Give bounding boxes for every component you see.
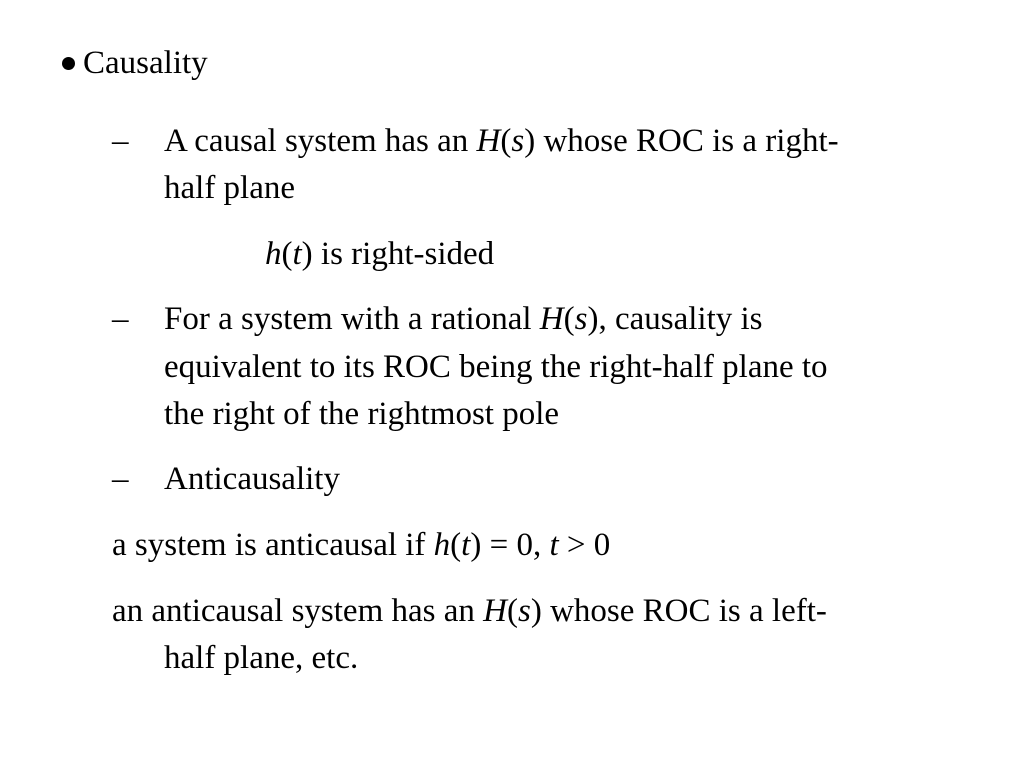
- text-run: For a system with a rational: [164, 301, 540, 337]
- dash-icon: –: [112, 301, 129, 337]
- text-run: a system is anticausal if: [112, 527, 434, 563]
- math-symbol: s: [574, 301, 588, 337]
- math-symbol: h: [433, 527, 451, 563]
- sub-item-label: Anticausality: [164, 461, 340, 497]
- math-symbol: t: [461, 527, 471, 563]
- math-symbol: H: [539, 301, 564, 337]
- text-run: , causality is: [598, 301, 763, 337]
- text-run: whose ROC is a right-: [535, 123, 839, 159]
- dash-icon: –: [112, 123, 129, 159]
- text-run: ): [530, 593, 542, 629]
- text-run: ): [301, 236, 313, 272]
- math-symbol: H: [483, 593, 507, 629]
- text-run: ): [587, 301, 599, 337]
- dash-icon: –: [112, 461, 129, 497]
- text-run: A causal system has an: [164, 123, 477, 159]
- math-symbol: h: [265, 236, 282, 272]
- anticausal-roc-line: [112, 587, 827, 635]
- right-sided-note: [265, 230, 494, 278]
- text-run: ): [470, 527, 482, 563]
- math-symbol: s: [511, 123, 525, 159]
- text-run: whose ROC is a left-: [541, 593, 827, 629]
- text-run: is right-sided: [312, 236, 495, 272]
- text-run: > 0: [558, 527, 611, 563]
- sub-item-line: the right of the rightmost pole: [164, 396, 560, 432]
- sub-item-line: [164, 295, 763, 343]
- math-symbol: t: [549, 527, 559, 563]
- math-symbol: t: [292, 236, 302, 272]
- text-run: = 0,: [481, 527, 550, 563]
- text-run: ): [524, 123, 536, 159]
- bullet-label: Causality: [83, 45, 208, 81]
- text-run: (: [450, 527, 462, 563]
- sub-item-line: equivalent to its ROC being the right-half plane to: [164, 349, 828, 385]
- text-run: (: [563, 301, 575, 337]
- text-run: (: [281, 236, 293, 272]
- math-symbol: H: [476, 123, 501, 159]
- bullet-dot-icon: [62, 57, 75, 70]
- anticausal-definition: [112, 521, 610, 569]
- sub-item-line: [164, 117, 839, 165]
- text-run: (: [500, 123, 512, 159]
- anticausal-roc-line: half plane, etc.: [164, 640, 359, 676]
- bullet-causality: [62, 39, 208, 87]
- text-run: (: [506, 593, 518, 629]
- text-run: an anticausal system has an: [112, 593, 484, 629]
- math-symbol: s: [517, 593, 531, 629]
- sub-item-line: half plane: [164, 170, 296, 206]
